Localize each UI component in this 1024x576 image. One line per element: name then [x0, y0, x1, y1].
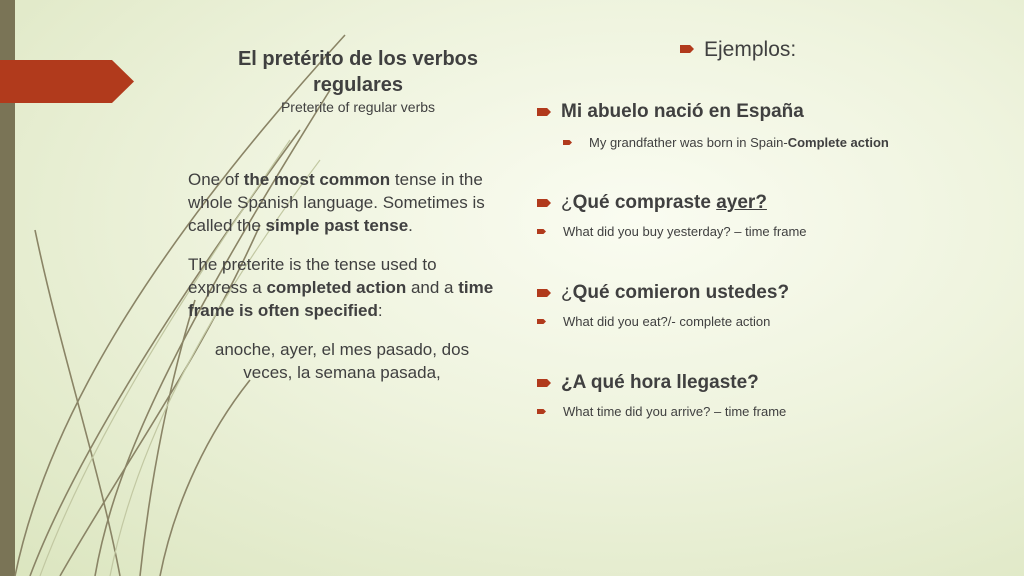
bullet-arrow-icon: [537, 108, 551, 116]
bullet-arrow-icon: [537, 379, 551, 387]
text-run: The preterite is the tense used to express a: [188, 255, 437, 297]
usage-paragraph: [188, 253, 496, 322]
text-run: .: [408, 216, 413, 235]
underlined-run: ayer?: [716, 192, 767, 213]
bold-run: simple past tense: [265, 216, 409, 235]
bullet-arrow-icon: [680, 45, 694, 53]
translation-text: What did you eat?/- complete action: [563, 314, 771, 329]
bold-run: the most common: [243, 170, 391, 189]
left-text-body: [188, 168, 496, 384]
heading-text: Ejemplos:: [704, 38, 797, 61]
text-run: :: [377, 301, 383, 320]
examples-heading: [680, 37, 796, 63]
translation-text: What did you buy yesterday? – time frame: [563, 224, 807, 239]
title-arrow-tab: [0, 60, 134, 103]
text-run: One of: [188, 170, 244, 189]
bullet-arrow-icon: [537, 319, 546, 324]
example-3-spanish: [537, 281, 789, 305]
example-2-english: [537, 224, 807, 240]
slide-title-block: [212, 46, 504, 115]
slide-title: El pretérito de los verbos regulares: [237, 48, 479, 96]
text-run: tense in the whole Spanish language. Sometimes is called the: [188, 170, 485, 235]
example-2-spanish: [537, 191, 767, 215]
time-expressions: anoche, ayer, el mes pasado, dos veces, la semana pasada,: [214, 340, 470, 382]
text-run: ¿: [561, 192, 573, 213]
text-run: ¿: [561, 282, 573, 303]
bold-run: Qué comieron ustedes?: [572, 282, 790, 303]
translation-bold: Complete action: [787, 135, 889, 150]
translation-text: My grandfather was born in Spain-: [589, 135, 788, 150]
example-text: ¿A qué hora llegaste?: [561, 372, 759, 393]
example-text: Mi abuelo nació en España: [561, 101, 804, 122]
bullet-arrow-icon: [537, 409, 546, 414]
example-1-english: [563, 135, 889, 151]
text-run: and a: [406, 278, 459, 297]
example-1-spanish: [537, 100, 804, 124]
example-4-english: [537, 404, 786, 420]
intro-paragraph: [188, 168, 496, 237]
bold-run: time frame is often specified: [188, 278, 494, 320]
bullet-arrow-icon: [537, 229, 546, 234]
translation-text: What time did you arrive? – time frame: [563, 404, 787, 419]
bullet-arrow-icon: [563, 140, 572, 145]
bullet-arrow-icon: [537, 199, 551, 207]
example-3-english: [537, 314, 770, 330]
example-4-spanish: [537, 371, 759, 395]
bold-run: completed action: [266, 278, 407, 297]
bold-run: Qué compraste: [572, 192, 717, 213]
bullet-arrow-icon: [537, 289, 551, 297]
slide-subtitle: Preterite of regular verbs: [280, 99, 436, 115]
